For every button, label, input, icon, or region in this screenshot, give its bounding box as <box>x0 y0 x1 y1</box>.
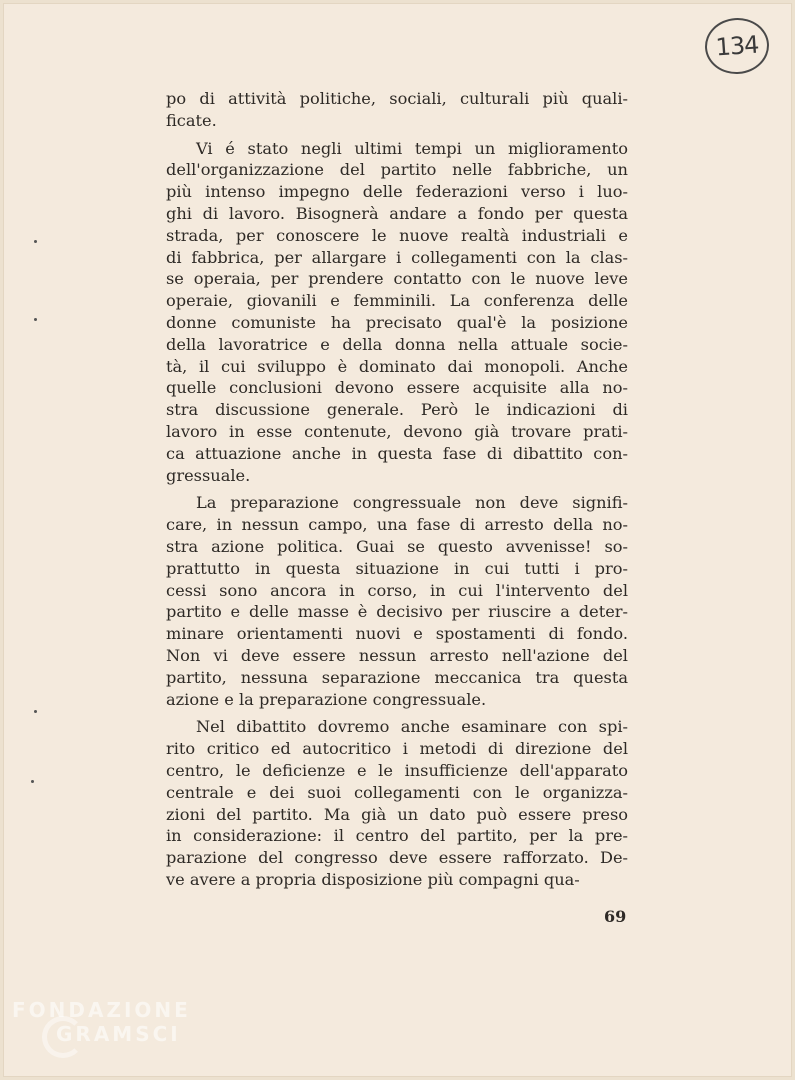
text-line: parazione del congresso deve essere rafforzato. De- <box>166 848 628 868</box>
text-line: partito, nessuna separazione meccanica tra questa <box>166 667 628 687</box>
margin-mark <box>31 780 34 783</box>
margin-mark <box>34 710 37 713</box>
text-line: azione e la preparazione congressuale. <box>166 689 487 709</box>
text-line: in considerazione: il centro del partito, per la pre- <box>166 826 628 846</box>
watermark-line-2: GRAMSCI <box>56 1022 181 1046</box>
text-line: prattutto in questa situazione in cui tutti i pro- <box>166 558 628 578</box>
text-line: care, in nessun campo, una fase di arresto della no- <box>166 515 628 535</box>
text-line: centrale e dei suoi collegamenti con le organizza- <box>166 782 628 802</box>
fondazione-gramsci-watermark <box>12 998 191 1046</box>
text-line: strada, per conoscere le nuove realtà industriali e <box>166 225 628 245</box>
text-line: cessi sono ancora in corso, in cui l'intervento del <box>166 580 628 600</box>
text-line: stra discussione generale. Però le indicazioni di <box>166 400 628 420</box>
text-line: stra azione politica. Guai se questo avvenisse! so- <box>166 536 628 556</box>
body-text <box>166 88 628 897</box>
text-line: di fabbrica, per allargare i collegamenti con la clas- <box>166 247 628 267</box>
text-line: ficate. <box>166 110 217 130</box>
text-line: gressuale. <box>166 465 251 485</box>
archive-stamp-number: 134 <box>703 16 771 76</box>
text-line: dell'organizzazione del partito nelle fabbriche, un <box>166 160 628 180</box>
text-line: Nel dibattito dovremo anche esaminare con spi- <box>196 717 628 737</box>
margin-mark <box>34 240 37 243</box>
text-line: Vi é stato negli ultimi tempi un miglioramento <box>196 138 628 158</box>
text-line: lavoro in esse contenute, devono già trovare prati- <box>166 421 628 441</box>
text-line: La preparazione congressuale non deve signifi- <box>196 493 628 513</box>
margin-mark <box>34 318 37 321</box>
paragraph <box>166 492 628 710</box>
paragraph <box>166 88 628 132</box>
text-line: minare orientamenti nuovi e spostamenti di fondo. <box>166 624 628 644</box>
text-line: più intenso impegno delle federazioni verso i luo- <box>166 182 628 202</box>
page-number: 69 <box>604 907 627 926</box>
watermark-logo-icon <box>42 1016 84 1058</box>
text-line: centro, le deficienze e le insufficienze dell'apparato <box>166 760 628 780</box>
text-line: donne comuniste ha precisato qual'è la posizione <box>166 312 628 332</box>
document-page <box>4 4 791 1076</box>
text-line: tà, il cui sviluppo è dominato dai monopoli. Anche <box>166 356 628 376</box>
text-line: partito e delle masse è decisivo per riuscire a deter- <box>166 602 628 622</box>
text-line: se operaia, per prendere contatto con le nuove leve <box>166 269 628 289</box>
text-line: rito critico ed autocritico i metodi di direzione del <box>166 739 628 759</box>
text-line: operaie, giovanili e femminili. La conferenza delle <box>166 291 628 311</box>
text-line: quelle conclusioni devono essere acquisite alla no- <box>166 378 628 398</box>
text-line: ve avere a propria disposizione più compagni qua- <box>166 869 580 889</box>
text-line: Non vi deve essere nessun arresto nell'azione del <box>166 645 628 665</box>
text-line: della lavoratrice e della donna nella attuale socie- <box>166 334 628 354</box>
text-line: ghi di lavoro. Bisognerà andare a fondo per questa <box>166 203 628 223</box>
text-line: ca attuazione anche in questa fase di dibattito con- <box>166 443 628 463</box>
watermark-line-1: FONDAZIONE <box>12 998 191 1022</box>
text-line: po di attività politiche, sociali, culturali più quali- <box>166 89 628 108</box>
paragraph <box>166 138 628 487</box>
paragraph <box>166 716 628 890</box>
text-line: zioni del partito. Ma già un dato può essere preso <box>166 804 628 824</box>
